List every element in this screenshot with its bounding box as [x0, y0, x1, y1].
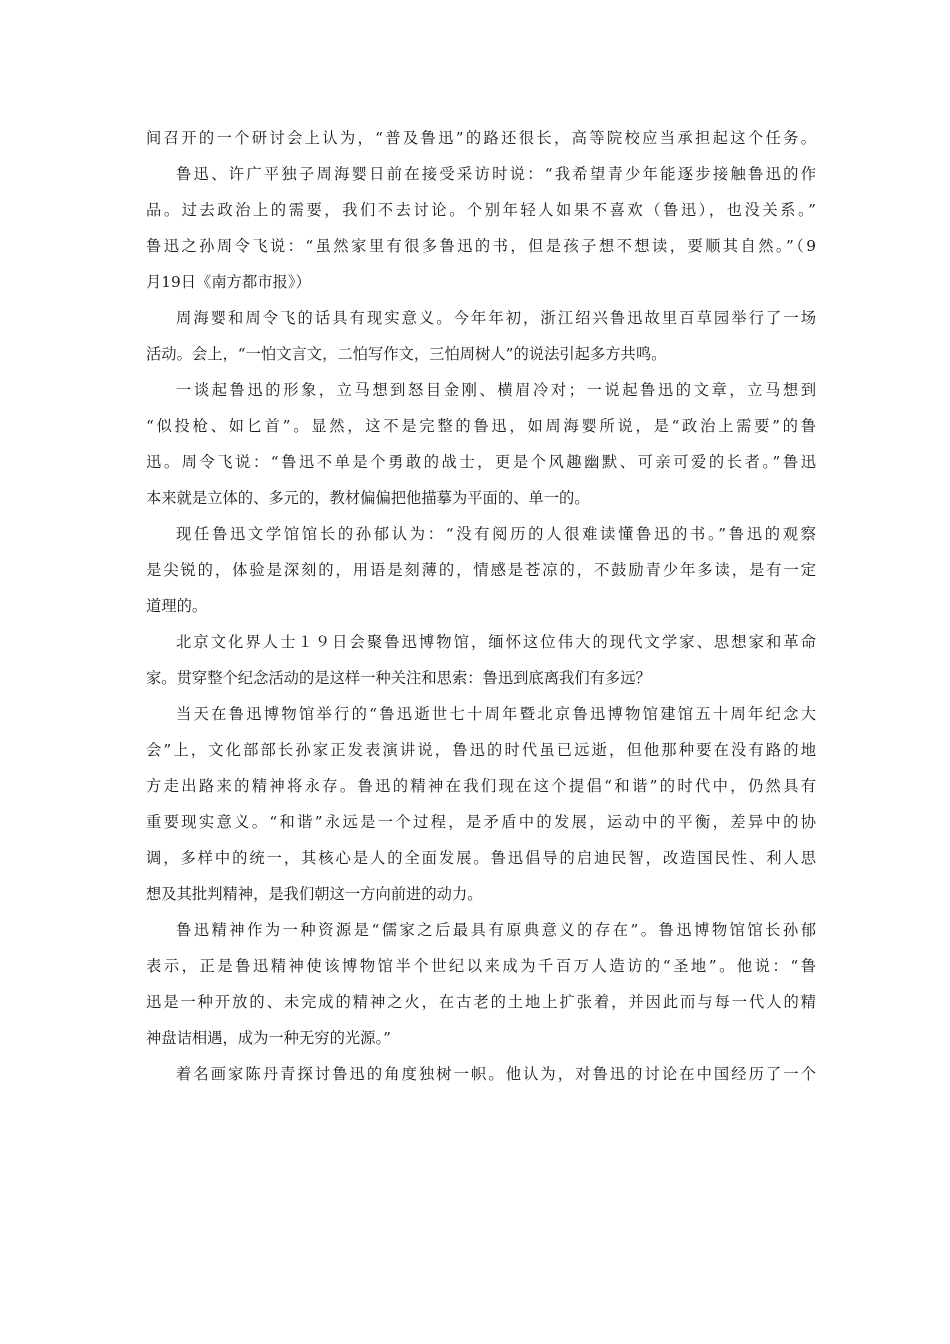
text-line: 本来就是立体的、多元的，教材偏偏把他描摹为平面的、单一的。	[146, 489, 590, 507]
text-line: 神盘诘相遇，成为一种无穷的光源。”	[146, 1029, 391, 1047]
text-line: 方走出路来的精神将永存。鲁迅的精神在我们现在这个提倡“和谐”的时代中，仍然具有	[146, 777, 816, 795]
text-line: 活动。会上，“一怕文言文，二怕写作文，三怕周树人”的说法引起多方共鸣。	[146, 345, 667, 363]
text-line: 重要现实意义。“和谐”永远是一个过程，是矛盾中的发展，运动中的平衡，差异中的协	[146, 813, 816, 831]
text-line: “似投枪、如匕首”。显然，这不是完整的鲁迅，如周海婴所说，是“政治上需要”的鲁	[146, 417, 816, 435]
text-line: 道理的。	[146, 597, 208, 615]
paragraph-first-line: 鲁迅精神作为一种资源是“儒家之后最具有原典意义的存在”。鲁迅博物馆馆长孙郁	[176, 921, 816, 939]
paragraph-first-line: 现任鲁迅文学馆馆长的孙郁认为：“没有阅历的人很难读懂鲁迅的书。”鲁迅的观察	[176, 525, 816, 543]
text-line: 是尖锐的，体验是深刻的，用语是刻薄的，情感是苍凉的，不鼓励青少年多读，是有一定	[146, 561, 816, 579]
text-line: 表示，正是鲁迅精神使该博物馆半个世纪以来成为千百万人造访的“圣地”。他说：“鲁	[146, 957, 816, 975]
text-line: 调，多样中的统一，其核心是人的全面发展。鲁迅倡导的启迪民智，改造国民性、利人思	[146, 849, 816, 867]
text-line: 迅是一种开放的、未完成的精神之火，在古老的土地上扩张着，并因此而与每一代人的精	[146, 993, 816, 1011]
paragraph-first-line: 着名画家陈丹青探讨鲁迅的角度独树一帜。他认为，对鲁迅的讨论在中国经历了一个	[176, 1065, 816, 1083]
paragraph-first-line: 一谈起鲁迅的形象，立马想到怒目金刚、横眉冷对；一说起鲁迅的文章，立马想到	[176, 381, 816, 399]
paragraph-first-line: 北京文化界人士１９日会聚鲁迅博物馆，缅怀这位伟大的现代文学家、思想家和革命	[176, 633, 816, 651]
text-line: 会”上，文化部部长孙家正发表演讲说，鲁迅的时代虽已远逝，但他那种要在没有路的地	[146, 741, 816, 759]
paragraph-first-line: 周海婴和周令飞的话具有现实意义。今年年初，浙江绍兴鲁迅故里百草园举行了一场	[176, 309, 816, 327]
text-line: 想及其批判精神，是我们朝这一方向前进的动力。	[146, 885, 483, 903]
text-line: 品。过去政治上的需要，我们不去讨论。个别年轻人如果不喜欢（鲁迅），也没关系。”	[146, 201, 816, 219]
text-line: 间召开的一个研讨会上认为，“普及鲁迅”的路还很长，高等院校应当承担起这个任务。	[146, 129, 816, 147]
paragraph-first-line: 当天在鲁迅博物馆举行的“鲁迅逝世七十周年暨北京鲁迅博物馆建馆五十周年纪念大	[176, 705, 816, 723]
text-line: 迅。周令飞说：“鲁迅不单是个勇敢的战士，更是个风趣幽默、可亲可爱的长者。”鲁迅	[146, 453, 816, 471]
paragraph-first-line: 鲁迅、许广平独子周海婴日前在接受采访时说：“我希望青少年能逐步接触鲁迅的作	[176, 165, 816, 183]
text-line: 家。贯穿整个纪念活动的是这样一种关注和思索：鲁迅到底离我们有多远？	[146, 669, 651, 687]
text-line: 鲁迅之孙周令飞说：“虽然家里有很多鲁迅的书，但是孩子想不想读，要顺其自然。”（9	[146, 237, 816, 255]
text-line: 月19日《南方都市报》）	[146, 273, 311, 291]
